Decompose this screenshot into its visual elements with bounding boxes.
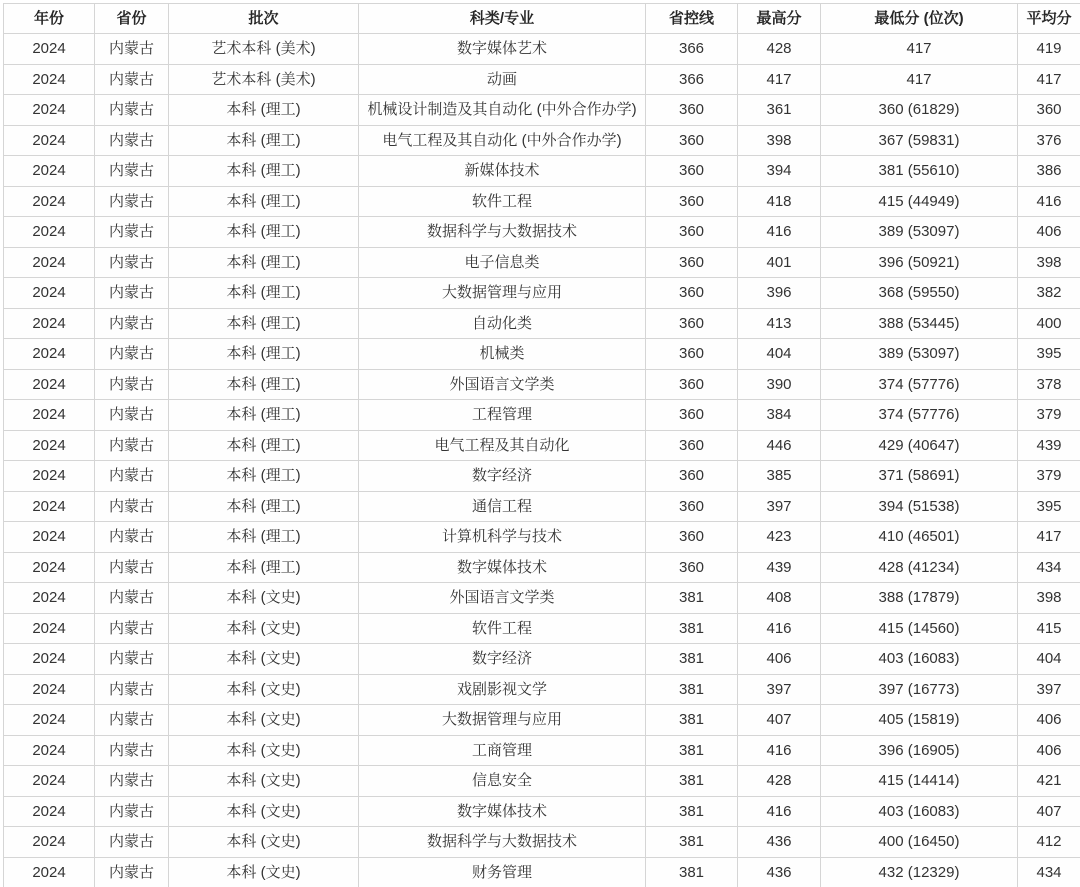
cell-control-line: 381: [646, 674, 738, 705]
cell-major: 大数据管理与应用: [359, 278, 646, 309]
cell-year: 2024: [4, 674, 95, 705]
cell-batch: 艺术本科 (美术): [169, 34, 359, 65]
cell-province: 内蒙古: [95, 217, 169, 248]
table-row: [4, 705, 1080, 736]
cell-max-score: 416: [738, 217, 821, 248]
cell-control-line: 366: [646, 34, 738, 65]
cell-year: 2024: [4, 156, 95, 187]
cell-avg-score: 417: [1018, 64, 1080, 95]
table-row: [4, 613, 1080, 644]
cell-max-score: 436: [738, 857, 821, 887]
table-row: [4, 674, 1080, 705]
cell-batch: 本科 (文史): [169, 613, 359, 644]
cell-control-line: 360: [646, 186, 738, 217]
cell-year: 2024: [4, 186, 95, 217]
cell-batch: 本科 (理工): [169, 156, 359, 187]
cell-max-score: 394: [738, 156, 821, 187]
cell-major: 自动化类: [359, 308, 646, 339]
cell-year: 2024: [4, 522, 95, 553]
cell-min-score-rank: 415 (44949): [821, 186, 1018, 217]
cell-avg-score: 416: [1018, 186, 1080, 217]
table-row: [4, 583, 1080, 614]
cell-batch: 本科 (文史): [169, 583, 359, 614]
cell-control-line: 381: [646, 613, 738, 644]
cell-max-score: 439: [738, 552, 821, 583]
cell-avg-score: 421: [1018, 766, 1080, 797]
cell-year: 2024: [4, 400, 95, 431]
cell-min-score-rank: 400 (16450): [821, 827, 1018, 858]
cell-batch: 本科 (文史): [169, 705, 359, 736]
cell-major: 通信工程: [359, 491, 646, 522]
cell-batch: 本科 (理工): [169, 186, 359, 217]
cell-max-score: 416: [738, 735, 821, 766]
cell-province: 内蒙古: [95, 156, 169, 187]
cell-min-score-rank: 374 (57776): [821, 369, 1018, 400]
column-header-max-score: 最高分: [738, 4, 821, 34]
cell-year: 2024: [4, 95, 95, 126]
cell-avg-score: 379: [1018, 461, 1080, 492]
cell-avg-score: 434: [1018, 552, 1080, 583]
cell-avg-score: 400: [1018, 308, 1080, 339]
cell-min-score-rank: 415 (14414): [821, 766, 1018, 797]
column-header-batch: 批次: [169, 4, 359, 34]
cell-major: 数字媒体技术: [359, 552, 646, 583]
table-row: [4, 491, 1080, 522]
cell-major: 数据科学与大数据技术: [359, 217, 646, 248]
cell-major: 大数据管理与应用: [359, 705, 646, 736]
table-row: [4, 217, 1080, 248]
cell-max-score: 416: [738, 796, 821, 827]
cell-min-score-rank: 360 (61829): [821, 95, 1018, 126]
cell-avg-score: 406: [1018, 735, 1080, 766]
cell-control-line: 360: [646, 491, 738, 522]
cell-year: 2024: [4, 766, 95, 797]
cell-province: 内蒙古: [95, 186, 169, 217]
cell-min-score-rank: 374 (57776): [821, 400, 1018, 431]
cell-max-score: 406: [738, 644, 821, 675]
cell-control-line: 360: [646, 339, 738, 370]
cell-major: 机械类: [359, 339, 646, 370]
cell-province: 内蒙古: [95, 95, 169, 126]
cell-max-score: 418: [738, 186, 821, 217]
cell-year: 2024: [4, 369, 95, 400]
cell-year: 2024: [4, 461, 95, 492]
cell-control-line: 360: [646, 247, 738, 278]
cell-avg-score: 382: [1018, 278, 1080, 309]
table-row: [4, 796, 1080, 827]
cell-year: 2024: [4, 613, 95, 644]
table-row: [4, 400, 1080, 431]
cell-avg-score: 419: [1018, 34, 1080, 65]
cell-province: 内蒙古: [95, 766, 169, 797]
cell-batch: 本科 (文史): [169, 766, 359, 797]
table-row: [4, 522, 1080, 553]
cell-min-score-rank: 394 (51538): [821, 491, 1018, 522]
cell-province: 内蒙古: [95, 461, 169, 492]
table-row: [4, 339, 1080, 370]
cell-province: 内蒙古: [95, 674, 169, 705]
cell-batch: 本科 (理工): [169, 369, 359, 400]
cell-province: 内蒙古: [95, 247, 169, 278]
cell-max-score: 401: [738, 247, 821, 278]
cell-batch: 本科 (理工): [169, 552, 359, 583]
cell-avg-score: 406: [1018, 217, 1080, 248]
cell-batch: 本科 (理工): [169, 308, 359, 339]
cell-major: 信息安全: [359, 766, 646, 797]
cell-max-score: 396: [738, 278, 821, 309]
cell-province: 内蒙古: [95, 369, 169, 400]
cell-min-score-rank: 389 (53097): [821, 217, 1018, 248]
cell-min-score-rank: 428 (41234): [821, 552, 1018, 583]
cell-min-score-rank: 396 (16905): [821, 735, 1018, 766]
cell-max-score: 428: [738, 34, 821, 65]
cell-year: 2024: [4, 339, 95, 370]
cell-province: 内蒙古: [95, 308, 169, 339]
header-row: [4, 4, 1080, 34]
cell-control-line: 366: [646, 64, 738, 95]
cell-batch: 本科 (文史): [169, 674, 359, 705]
cell-max-score: 397: [738, 674, 821, 705]
table-row: [4, 644, 1080, 675]
cell-major: 外国语言文学类: [359, 369, 646, 400]
table-row: [4, 95, 1080, 126]
cell-control-line: 381: [646, 705, 738, 736]
cell-max-score: 407: [738, 705, 821, 736]
table-row: [4, 430, 1080, 461]
cell-province: 内蒙古: [95, 278, 169, 309]
cell-min-score-rank: 405 (15819): [821, 705, 1018, 736]
cell-major: 数字媒体艺术: [359, 34, 646, 65]
cell-avg-score: 376: [1018, 125, 1080, 156]
table-row: [4, 857, 1080, 887]
cell-province: 内蒙古: [95, 827, 169, 858]
table-row: [4, 827, 1080, 858]
cell-control-line: 360: [646, 308, 738, 339]
cell-control-line: 381: [646, 857, 738, 887]
admission-scores-table: [3, 3, 1080, 887]
cell-major: 数字经济: [359, 644, 646, 675]
cell-batch: 本科 (理工): [169, 95, 359, 126]
table-row: [4, 461, 1080, 492]
cell-year: 2024: [4, 217, 95, 248]
cell-control-line: 360: [646, 156, 738, 187]
cell-province: 内蒙古: [95, 735, 169, 766]
cell-province: 内蒙古: [95, 583, 169, 614]
cell-major: 软件工程: [359, 186, 646, 217]
cell-control-line: 360: [646, 552, 738, 583]
cell-major: 动画: [359, 64, 646, 95]
cell-min-score-rank: 388 (53445): [821, 308, 1018, 339]
cell-avg-score: 397: [1018, 674, 1080, 705]
column-header-year: 年份: [4, 4, 95, 34]
cell-min-score-rank: 396 (50921): [821, 247, 1018, 278]
cell-province: 内蒙古: [95, 491, 169, 522]
cell-max-score: 390: [738, 369, 821, 400]
cell-major: 戏剧影视文学: [359, 674, 646, 705]
cell-control-line: 381: [646, 766, 738, 797]
cell-avg-score: 395: [1018, 339, 1080, 370]
cell-max-score: 398: [738, 125, 821, 156]
cell-avg-score: 439: [1018, 430, 1080, 461]
cell-avg-score: 398: [1018, 583, 1080, 614]
cell-year: 2024: [4, 644, 95, 675]
cell-batch: 本科 (理工): [169, 461, 359, 492]
cell-province: 内蒙古: [95, 613, 169, 644]
cell-min-score-rank: 381 (55610): [821, 156, 1018, 187]
cell-major: 电气工程及其自动化: [359, 430, 646, 461]
cell-control-line: 381: [646, 644, 738, 675]
cell-province: 内蒙古: [95, 644, 169, 675]
cell-major: 软件工程: [359, 613, 646, 644]
cell-min-score-rank: 368 (59550): [821, 278, 1018, 309]
cell-control-line: 360: [646, 278, 738, 309]
table-row: [4, 766, 1080, 797]
cell-province: 内蒙古: [95, 796, 169, 827]
cell-batch: 本科 (文史): [169, 644, 359, 675]
cell-province: 内蒙古: [95, 705, 169, 736]
table-row: [4, 552, 1080, 583]
table-row: [4, 247, 1080, 278]
cell-max-score: 417: [738, 64, 821, 95]
cell-avg-score: 395: [1018, 491, 1080, 522]
cell-province: 内蒙古: [95, 64, 169, 95]
cell-avg-score: 378: [1018, 369, 1080, 400]
table-row: [4, 186, 1080, 217]
cell-batch: 本科 (理工): [169, 125, 359, 156]
cell-batch: 本科 (理工): [169, 217, 359, 248]
cell-province: 内蒙古: [95, 430, 169, 461]
cell-min-score-rank: 417: [821, 34, 1018, 65]
table-row: [4, 156, 1080, 187]
cell-year: 2024: [4, 705, 95, 736]
cell-province: 内蒙古: [95, 125, 169, 156]
cell-batch: 本科 (理工): [169, 400, 359, 431]
cell-major: 电子信息类: [359, 247, 646, 278]
cell-max-score: 423: [738, 522, 821, 553]
cell-year: 2024: [4, 247, 95, 278]
cell-avg-score: 379: [1018, 400, 1080, 431]
cell-max-score: 446: [738, 430, 821, 461]
cell-max-score: 428: [738, 766, 821, 797]
cell-control-line: 360: [646, 522, 738, 553]
cell-avg-score: 398: [1018, 247, 1080, 278]
cell-major: 机械设计制造及其自动化 (中外合作办学): [359, 95, 646, 126]
cell-min-score-rank: 397 (16773): [821, 674, 1018, 705]
cell-control-line: 360: [646, 430, 738, 461]
column-header-avg-score: 平均分: [1018, 4, 1080, 34]
cell-min-score-rank: 403 (16083): [821, 796, 1018, 827]
cell-batch: 本科 (理工): [169, 339, 359, 370]
cell-max-score: 385: [738, 461, 821, 492]
cell-control-line: 360: [646, 369, 738, 400]
cell-min-score-rank: 389 (53097): [821, 339, 1018, 370]
cell-batch: 本科 (文史): [169, 735, 359, 766]
cell-year: 2024: [4, 796, 95, 827]
cell-province: 内蒙古: [95, 857, 169, 887]
table-row: [4, 34, 1080, 65]
cell-province: 内蒙古: [95, 400, 169, 431]
column-header-min-score-rank: 最低分 (位次): [821, 4, 1018, 34]
cell-min-score-rank: 367 (59831): [821, 125, 1018, 156]
cell-province: 内蒙古: [95, 522, 169, 553]
cell-major: 财务管理: [359, 857, 646, 887]
cell-year: 2024: [4, 125, 95, 156]
cell-control-line: 360: [646, 400, 738, 431]
cell-min-score-rank: 417: [821, 64, 1018, 95]
cell-year: 2024: [4, 583, 95, 614]
cell-year: 2024: [4, 552, 95, 583]
cell-control-line: 360: [646, 461, 738, 492]
cell-min-score-rank: 432 (12329): [821, 857, 1018, 887]
cell-min-score-rank: 415 (14560): [821, 613, 1018, 644]
cell-avg-score: 360: [1018, 95, 1080, 126]
table-row: [4, 308, 1080, 339]
cell-batch: 艺术本科 (美术): [169, 64, 359, 95]
cell-control-line: 360: [646, 125, 738, 156]
table-row: [4, 64, 1080, 95]
cell-major: 数字经济: [359, 461, 646, 492]
cell-max-score: 413: [738, 308, 821, 339]
cell-avg-score: 406: [1018, 705, 1080, 736]
cell-batch: 本科 (理工): [169, 522, 359, 553]
cell-batch: 本科 (文史): [169, 827, 359, 858]
cell-major: 数据科学与大数据技术: [359, 827, 646, 858]
cell-batch: 本科 (文史): [169, 857, 359, 887]
cell-avg-score: 386: [1018, 156, 1080, 187]
column-header-control-line: 省控线: [646, 4, 738, 34]
cell-year: 2024: [4, 430, 95, 461]
cell-min-score-rank: 429 (40647): [821, 430, 1018, 461]
cell-control-line: 381: [646, 796, 738, 827]
cell-avg-score: 407: [1018, 796, 1080, 827]
cell-min-score-rank: 371 (58691): [821, 461, 1018, 492]
cell-year: 2024: [4, 34, 95, 65]
cell-max-score: 397: [738, 491, 821, 522]
cell-avg-score: 412: [1018, 827, 1080, 858]
cell-max-score: 436: [738, 827, 821, 858]
cell-province: 内蒙古: [95, 34, 169, 65]
cell-major: 工程管理: [359, 400, 646, 431]
cell-major: 外国语言文学类: [359, 583, 646, 614]
cell-year: 2024: [4, 278, 95, 309]
cell-batch: 本科 (理工): [169, 278, 359, 309]
cell-control-line: 360: [646, 217, 738, 248]
cell-min-score-rank: 388 (17879): [821, 583, 1018, 614]
cell-avg-score: 417: [1018, 522, 1080, 553]
cell-major: 数字媒体技术: [359, 796, 646, 827]
cell-year: 2024: [4, 64, 95, 95]
cell-max-score: 384: [738, 400, 821, 431]
cell-major: 新媒体技术: [359, 156, 646, 187]
cell-batch: 本科 (理工): [169, 247, 359, 278]
cell-max-score: 408: [738, 583, 821, 614]
cell-control-line: 381: [646, 583, 738, 614]
cell-min-score-rank: 403 (16083): [821, 644, 1018, 675]
cell-province: 内蒙古: [95, 339, 169, 370]
cell-batch: 本科 (理工): [169, 430, 359, 461]
table-row: [4, 125, 1080, 156]
cell-year: 2024: [4, 491, 95, 522]
cell-max-score: 361: [738, 95, 821, 126]
cell-avg-score: 415: [1018, 613, 1080, 644]
cell-control-line: 381: [646, 735, 738, 766]
column-header-major: 科类/专业: [359, 4, 646, 34]
table-row: [4, 735, 1080, 766]
cell-year: 2024: [4, 735, 95, 766]
admission-scores-table-wrapper: [3, 3, 1080, 887]
cell-major: 计算机科学与技术: [359, 522, 646, 553]
column-header-province: 省份: [95, 4, 169, 34]
cell-avg-score: 404: [1018, 644, 1080, 675]
table-row: [4, 369, 1080, 400]
table-row: [4, 278, 1080, 309]
cell-year: 2024: [4, 857, 95, 887]
cell-batch: 本科 (文史): [169, 796, 359, 827]
cell-province: 内蒙古: [95, 552, 169, 583]
cell-major: 电气工程及其自动化 (中外合作办学): [359, 125, 646, 156]
cell-control-line: 381: [646, 827, 738, 858]
cell-min-score-rank: 410 (46501): [821, 522, 1018, 553]
cell-max-score: 404: [738, 339, 821, 370]
cell-avg-score: 434: [1018, 857, 1080, 887]
cell-year: 2024: [4, 827, 95, 858]
cell-major: 工商管理: [359, 735, 646, 766]
cell-year: 2024: [4, 308, 95, 339]
cell-max-score: 416: [738, 613, 821, 644]
cell-control-line: 360: [646, 95, 738, 126]
cell-batch: 本科 (理工): [169, 491, 359, 522]
